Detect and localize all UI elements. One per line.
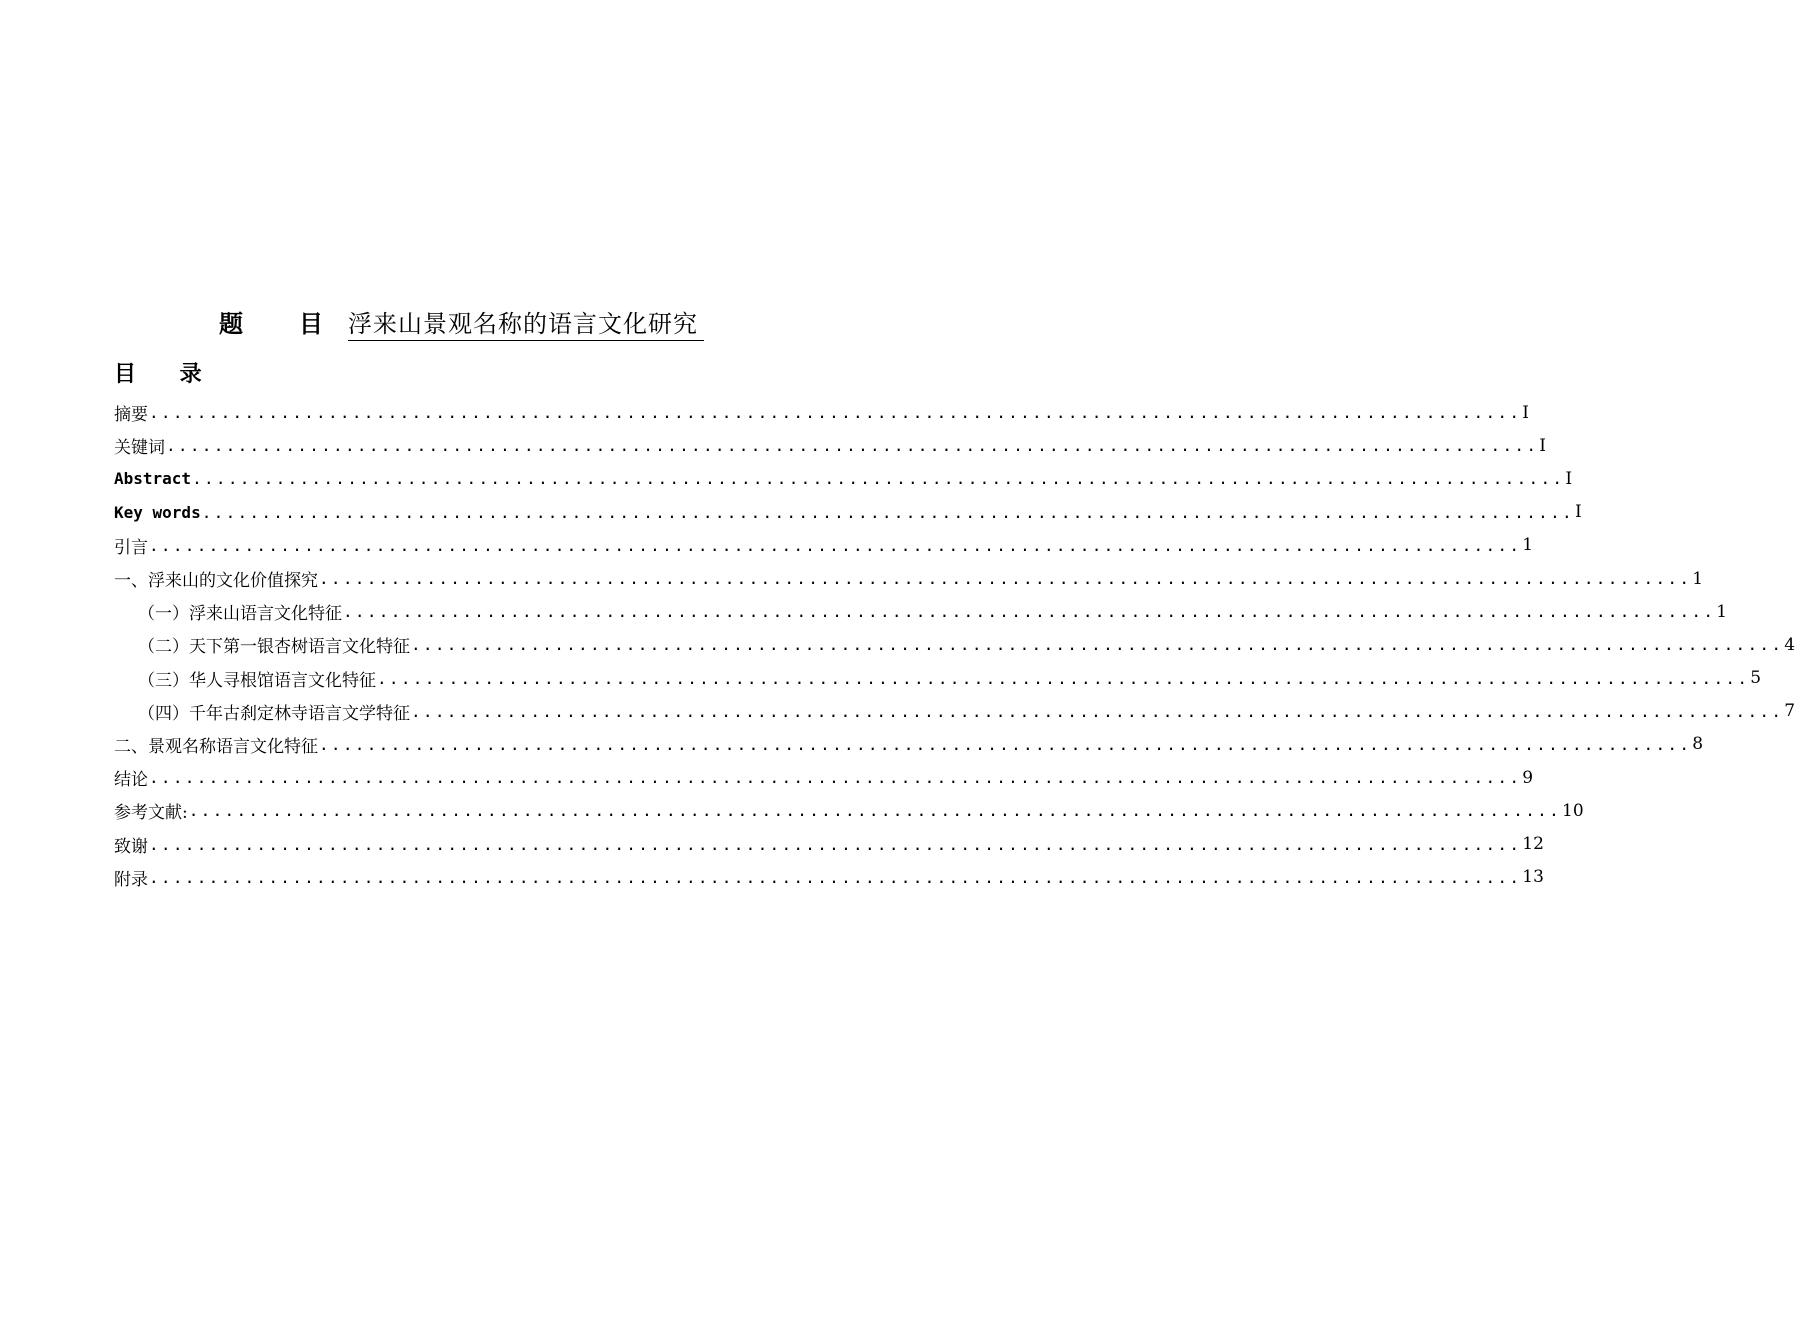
title-row	[0, 304, 950, 344]
toc-entry-page-number: I	[1539, 435, 1546, 456]
toc-entry-page-number: 5	[1750, 668, 1762, 689]
table-of-contents	[114, 396, 1795, 894]
toc-entry-page-number: 10	[1562, 800, 1584, 821]
toc-entry-page-number: 4	[1784, 634, 1795, 655]
toc-entry[interactable]	[114, 462, 1573, 495]
toc-entry[interactable]	[114, 662, 1762, 695]
toc-entry-label: （二）天下第一银杏树语言文化特征	[138, 637, 410, 658]
toc-entry[interactable]	[114, 827, 1544, 860]
toc-entry-label: 关键词	[114, 438, 165, 459]
toc-entry-page-number: 8	[1692, 734, 1704, 755]
toc-entry[interactable]	[114, 429, 1546, 462]
toc-leader-dots: ...................................................................................................................	[192, 469, 1565, 489]
toc-leader-dots: ...................................................................................................................	[343, 602, 1716, 622]
toc-leader-dots: ...................................................................................................................	[411, 701, 1784, 721]
toc-entry-page-number: 13	[1522, 867, 1544, 888]
toc-entry[interactable]	[114, 861, 1544, 894]
toc-entry-page-number: I	[1565, 468, 1573, 489]
toc-entry-page-number: 9	[1522, 767, 1534, 788]
toc-leader-dots: ...................................................................................................................	[411, 635, 1784, 655]
toc-entry[interactable]	[114, 761, 1534, 794]
toc-leader-dots: ...................................................................................................................	[319, 569, 1692, 589]
toc-leader-dots: ...................................................................................................................	[149, 768, 1522, 788]
toc-entry[interactable]	[114, 695, 1795, 728]
toc-entry-label: Abstract	[114, 469, 192, 489]
toc-leader-dots: ...................................................................................................................	[149, 834, 1522, 854]
toc-entry[interactable]	[114, 496, 1582, 529]
toc-entry-label: 一、浮来山的文化价值探究	[114, 571, 318, 592]
toc-entry[interactable]	[114, 728, 1704, 761]
toc-heading: 目 录	[114, 362, 220, 387]
toc-entry-page-number: 1	[1716, 601, 1728, 622]
toc-entry-label: （四）千年古刹定林寺语言文学特征	[138, 703, 410, 724]
toc-leader-dots: ...................................................................................................................	[201, 502, 1574, 522]
toc-entry-page-number: 1	[1692, 568, 1704, 589]
toc-leader-dots: ...................................................................................................................	[377, 668, 1750, 688]
toc-leader-dots: ...................................................................................................................	[149, 403, 1522, 423]
toc-entry[interactable]	[114, 562, 1704, 595]
title-label-char-1: 题	[219, 310, 243, 338]
toc-leader-dots: ...................................................................................................................	[149, 867, 1522, 887]
toc-entry[interactable]	[114, 628, 1795, 661]
toc-entry[interactable]	[114, 595, 1728, 628]
toc-leader-dots: ...................................................................................................................	[188, 801, 1562, 821]
toc-leader-dots: ...................................................................................................................	[149, 535, 1522, 555]
toc-entry-label: 摘要	[114, 405, 148, 426]
toc-entry-label: 参考文献:	[114, 803, 188, 824]
toc-entry-page-number: I	[1574, 502, 1582, 523]
toc-entry-label: 附录	[114, 869, 148, 890]
toc-entry-label: （一）浮来山语言文化特征	[138, 604, 342, 625]
toc-entry[interactable]	[114, 396, 1529, 429]
toc-entry-page-number: 7	[1784, 701, 1795, 722]
toc-entry-label: 致谢	[114, 836, 148, 857]
thesis-title: 浮来山景观名称的语言文化研究	[348, 308, 704, 341]
toc-entry-page-number: I	[1522, 402, 1529, 423]
toc-entry-label: （三）华人寻根馆语言文化特征	[138, 670, 376, 691]
title-label-char-2: 目	[299, 310, 323, 338]
toc-entry[interactable]	[114, 794, 1584, 827]
toc-entry-label: 结论	[114, 770, 148, 791]
toc-entry-label: Key words	[114, 502, 201, 522]
toc-leader-dots: ...................................................................................................................	[166, 436, 1539, 456]
toc-entry-page-number: 12	[1522, 834, 1544, 855]
toc-entry-label: 引言	[114, 537, 148, 558]
toc-leader-dots: ...................................................................................................................	[319, 734, 1692, 754]
toc-entry-page-number: 1	[1522, 535, 1534, 556]
toc-entry-label: 二、景观名称语言文化特征	[114, 736, 318, 757]
toc-entry[interactable]	[114, 529, 1534, 562]
